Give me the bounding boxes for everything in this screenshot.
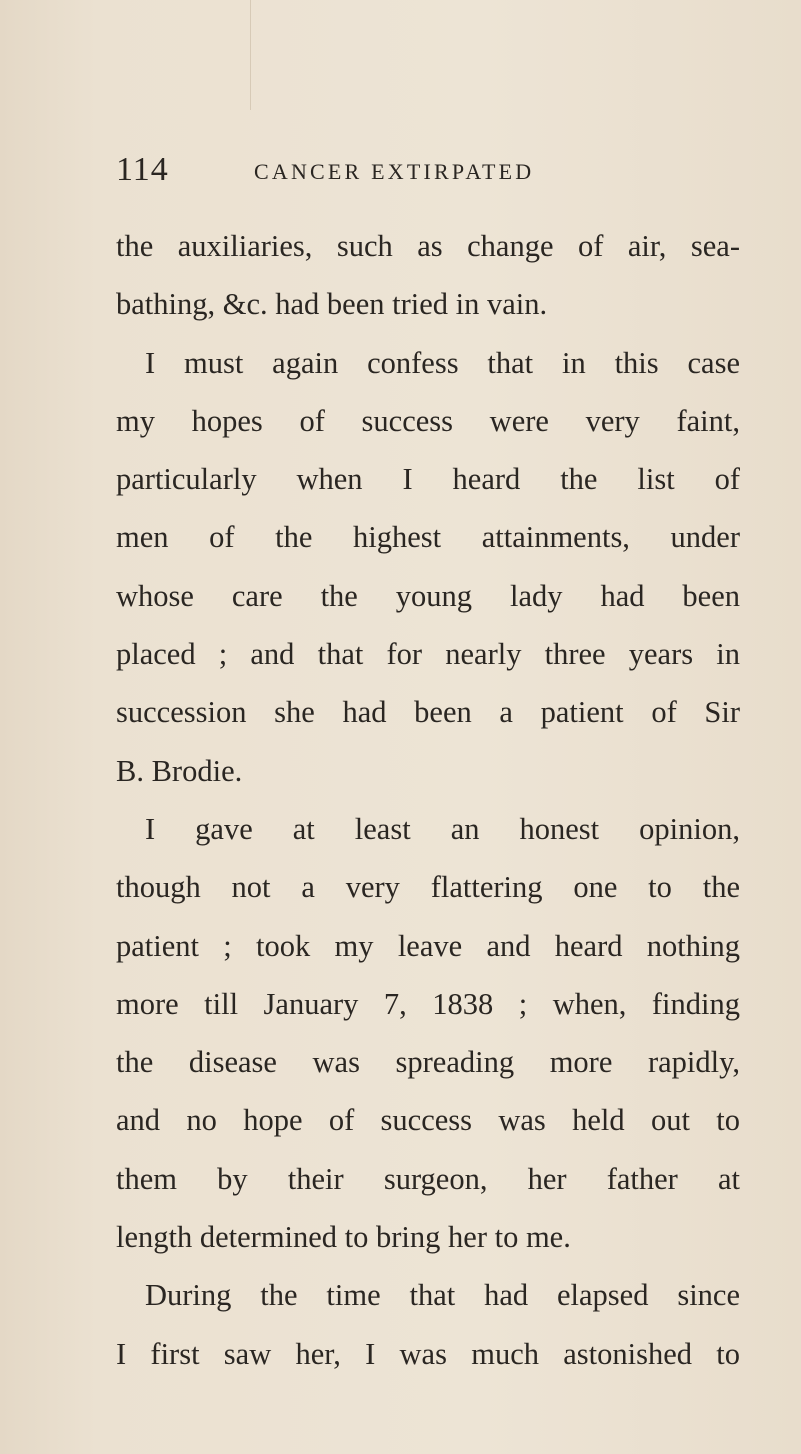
- body-text: [116, 217, 740, 1383]
- text-line: succession she had been a patient of Sir: [116, 695, 740, 730]
- text-line: length determined to bring her to me.: [116, 1220, 571, 1255]
- page-number: 114: [116, 151, 169, 188]
- text-line: whose care the young lady had been: [116, 578, 740, 613]
- text-line: though not a very flattering one to the: [116, 870, 740, 905]
- text-line: During the time that had elapsed since: [145, 1278, 740, 1313]
- text-line: more till January 7, 1838 ; when, finding: [116, 986, 740, 1021]
- text-line: I gave at least an honest opinion,: [145, 811, 740, 846]
- running-title: CANCER EXTIRPATED: [254, 159, 535, 184]
- text-line: B. Brodie.: [116, 753, 243, 788]
- text-line: the auxiliaries, such as change of air, sea-: [116, 229, 740, 263]
- text-line: men of the highest attainments, under: [116, 520, 740, 555]
- text-line: them by their surgeon, her father at: [116, 1161, 740, 1196]
- text-line: I must again confess that in this case: [145, 345, 740, 380]
- text-line: patient ; took my leave and heard nothing: [116, 928, 740, 963]
- text-line: bathing, &c. had been tried in vain.: [116, 287, 548, 322]
- text-line: my hopes of success were very faint,: [116, 403, 740, 438]
- text-line: and no hope of success was held out to: [116, 1103, 740, 1138]
- page-fold-mark: [250, 0, 251, 110]
- page-header: [116, 151, 756, 201]
- text-line: placed ; and that for nearly three years in: [116, 637, 740, 672]
- text-line: I first saw her, I was much astonished to: [116, 1336, 740, 1371]
- text-line: the disease was spreading more rapidly,: [116, 1045, 740, 1080]
- text-line: particularly when I heard the list of: [116, 462, 740, 497]
